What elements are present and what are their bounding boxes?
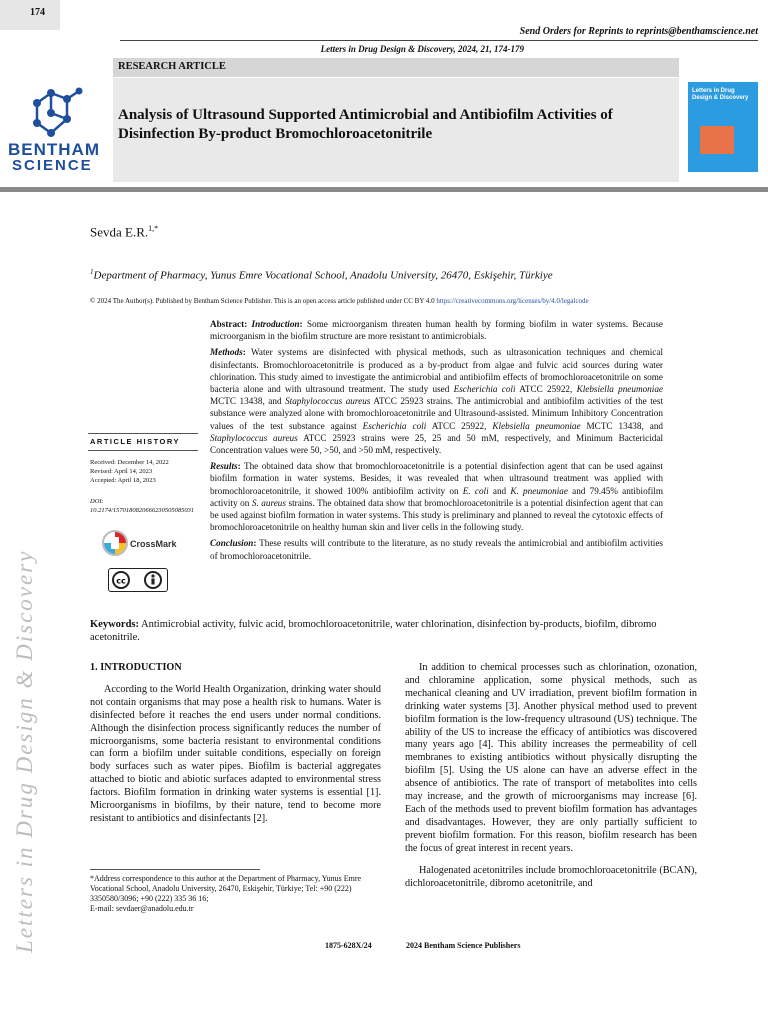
species-kpneu-2: Klebsiella pneumoniae	[492, 420, 581, 431]
affiliation-sup: 1	[90, 268, 94, 276]
species-kpneu-short: K. pneumoniae	[510, 485, 568, 496]
reprints-notice: Send Orders for Reprints to reprints@benthamscience.net	[519, 26, 758, 37]
author-sup: 1,*	[148, 224, 159, 233]
species-saureus: Staphylococcus aureus	[285, 396, 371, 407]
footer-publisher: 2024 Bentham Science Publishers	[406, 941, 521, 950]
article-dates	[90, 458, 169, 485]
keywords	[90, 618, 700, 644]
bentham-logo-icon	[27, 85, 87, 140]
footnote-rule	[90, 869, 260, 870]
author-name: Sevda E.R.	[90, 224, 149, 240]
header-rule	[120, 40, 758, 41]
species-kpneu: Klebsiella pneumoniae	[576, 384, 664, 395]
journal-cover-art	[700, 126, 734, 154]
svg-text:cc: cc	[116, 576, 126, 586]
results-label: Results	[210, 461, 238, 472]
conclusion-text: These results will contribute to the literature, as no study reveals the antimicrobial and antibiofilm activities of bromochloroacetonitrile.	[210, 538, 663, 561]
species-saureus-short: S. aureus	[251, 497, 286, 508]
logo-science-text: SCIENCE	[12, 157, 93, 174]
doi-value[interactable]: 10.2174/1570180820666230505085031	[90, 507, 195, 514]
intro-label: Introduction	[251, 319, 300, 329]
abstract-label: Abstract:	[210, 319, 248, 329]
article-title: Analysis of Ultrasound Supported Antimicrobial and Antibiofilm Activities of Disinfection By-product Bromochloroacetonitrile	[118, 107, 613, 142]
journal-citation: Letters in Drug Design & Discovery, 2024, 21, 174-179	[320, 44, 524, 54]
footnote-address: *Address correspondence to this author at the Department of Pharmacy, Yunus Emre Vocational School, Anadolu University, 26470, Eskişehir, Türkiye; Tel: +90 (222) 3350580/3096; +90 (222) 335 36 16;	[90, 874, 362, 903]
article-history-title: ARTICLE HISTORY	[90, 437, 181, 446]
affiliation	[90, 268, 553, 282]
logo-bentham-text: BENTHAM	[8, 140, 100, 159]
intro-text: Some microorganism threaten human health by forming biofilm in water systems. Because microorganism in the biofilm structure are more resistant to antimicrobials.	[210, 319, 663, 342]
accepted-date: Accepted: April 18, 2023	[90, 477, 156, 484]
results-text-a: The obtained data show that bromochloroacetonitrile is a potential disinfection agent that can be used against biofilm formation in water systems. Besides, it was revealed that when ultrasound treatment was applied with bromochloroacetonitrile, it showed 100% antibiofilm activity on	[210, 461, 663, 496]
received-date: Received: December 14, 2022	[90, 459, 169, 466]
license-line	[90, 297, 589, 305]
footer-issn: 1875-628X/24	[325, 941, 372, 950]
cc-by-badge[interactable]	[108, 568, 168, 592]
abstract	[210, 318, 663, 566]
abstract-results: Results: The obtained data show that bromochloroacetonitrile is a potential disinfection agent that can be used against biofilm formation in water systems. Besides, it was revealed that when ultrasound treatment was applied with bromochloroacetonitrile, it showed 100% antibiofilm activity on E. coli and K. pneumoniae and 79.45% antibiofilm activity on S. aureus strains. The obtained data show that bromochloroacetonitrile is a potential disinfection agent that can be used against biofilm formation in water systems. This study is preliminary and planned to reveal the cytotoxic effects of bromochloroacetonitrile on healthy human skin and liver cells in the following study.	[210, 461, 664, 533]
species-ecoli-2: Escherichia coli	[362, 420, 427, 431]
affiliation-text: Department of Pharmacy, Yunus Emre Vocational School, Anadolu University, 26470, Eskişehir, Türkiye	[93, 269, 553, 282]
license-link[interactable]: https://creativecommons.org/licenses/by/4.0/legalcode	[436, 297, 589, 305]
methods-text-d: ATCC 25923 strains. The antimicrobial and antibiofilm activities of the test substance were analyzed alone with bromochloroacetonitrile and Ultrasound-assisted. Minimum Inhibitory Concentration values of the test substance against	[210, 396, 663, 431]
methods-text-b: ATCC 25922,	[519, 384, 573, 395]
cc-by-icon	[109, 569, 167, 591]
revised-date: Revised: April 14, 2023	[90, 468, 153, 475]
abstract-intro: Abstract: Introduction: Some microorganism threaten human health by forming biofilm in water systems. Because microorganism in the biofilm structure are more resistant to antimicrobials.	[210, 319, 663, 342]
section-heading-introduction: 1. INTRODUCTION	[90, 662, 182, 673]
vertical-journal-title-text: Letters in Drug Design & Discovery	[12, 549, 37, 953]
header-divider	[0, 187, 768, 192]
keywords-label: Keywords:	[90, 619, 139, 630]
crossmark-label[interactable]: CrossMark	[130, 539, 177, 549]
intro-paragraph-2: In addition to chemical processes such as chlorination, ozonation, and chloramine application, some physical methods, such as mechanical cleaning and UV irradiation, prevent biofilm formation in drinking water systems [3]. Another physical method used to prevent biofilm formation is the low-frequency ultrasound (US) technique. The ability of the US to increase the efficacy of antibiotics was discovered many years ago [4]. This ability increases the permeability of cell membranes to existing antibiotics without physically disrupting the biofilm [5]. Using the US alone can have an adverse effect in the absence of antibiotics. The rate of transport of metabolites into cells may increase, and the growth of microorganisms may increase [6]. Each of the methods used to prevent biofilm formation has advantages and disadvantages. However, they are only partially sufficient to prevent biofilm formation. For this reason, biofilm research has been the focus of great interest in recent years.	[405, 662, 697, 854]
article-history-rule-bottom	[88, 450, 198, 451]
results-text-c: and 79.45% antibiofilm activity on	[210, 485, 663, 508]
conclusion-label: Conclusion	[210, 538, 254, 549]
article-history-rule-top	[88, 433, 198, 434]
vertical-journal-title	[10, 365, 40, 955]
methods-text-g: ATCC 25923 strains were 25, 25 and 50 mM, respectively, and Minimum Bactericidal Concentration values were 50, >50, and >50 mM, respectively.	[210, 432, 663, 456]
methods-text-f: MCTC 13438, and	[586, 420, 664, 431]
results-text-b: and	[492, 485, 507, 496]
methods-label: Methods	[210, 347, 243, 358]
crossmark-icon[interactable]	[102, 528, 128, 558]
species-saureus-2: Staphylococcus aureus	[210, 432, 298, 443]
author	[90, 224, 158, 240]
article-type: RESEARCH ARTICLE	[118, 61, 226, 72]
methods-text-a: Water systems are disinfected with physical methods, such as ultrasonication techniques and chemical disinfectants. Bromochloroacetonitrile is produced as a by-product from algae and fulvic acid sources during water chlorination. This study aimed to investigate the antimicrobial and antibiofilm effects of bromochloroacetonitrile on some bacteria alone and with ultrasound treatment. The study used	[210, 347, 663, 395]
methods-text-c: MCTC 13438, and	[210, 396, 282, 407]
journal-cover-title: Letters in Drug Design & Discovery	[692, 88, 749, 101]
intro-paragraph-1: According to the World Health Organization, drinking water should not contain organisms that may pose a health risk to humans. Water is disinfected before it reaches the end users under normal conditions. Although the disinfection process significantly reduces the number of microorganisms, some bacteria resistant to environmental conditions can form a biofilm under suitable conditions, especially on foreign body surfaces such as water pipes. Biofilm is bacterial aggregates attached to biotic and abiotic surfaces adapted to environmental stress factors. Biofilm formation in drinking water systems is essential [1]. Microorganisms in biofilms, by their nature, tend to become more resistant to antibiotics and disinfectants [2].	[90, 683, 381, 824]
keywords-text: Antimicrobial activity, fulvic acid, bromochloroacetonitrile, water chlorination, disinfection by-products, biofilm, dibromo acetonitrile.	[90, 619, 657, 643]
abstract-conclusion: Conclusion: These results will contribute to the literature, as no study reveals the antimicrobial and antibiofilm activities of bromochloroacetonitrile.	[210, 538, 663, 561]
species-ecoli: Escherichia coli	[453, 384, 516, 395]
doi-label: DOI:	[90, 498, 104, 505]
correspondence-footnote	[90, 874, 381, 914]
abstract-methods: Methods: Water systems are disinfected with physical methods, such as ultrasonication techniques and chemical disinfectants. Bromochloroacetonitrile is produced as a by-product from algae and fulvic acid sources during water chlorination. This study aimed to investigate the antimicrobial and antibiofilm effects of bromochloroacetonitrile on some bacteria alone and with ultrasound treatment. The study used Escherichia coli ATCC 25922, Klebsiella pneumoniae MCTC 13438, and Staphylococcus aureus ATCC 25923 strains. The antimicrobial and antibiofilm activities of the test substance were analyzed alone with bromochloroacetonitrile and Ultrasound-assisted. Minimum Inhibitory Concentration values of the test substance against Escherichia coli ATCC 25922, Klebsiella pneumoniae MCTC 13438, and Staphylococcus aureus ATCC 25923 strains were 25, 25 and 50 mM, respectively, and Minimum Bactericidal Concentration values were 50, >50, and >50 mM, respectively.	[210, 347, 664, 456]
doi-block	[90, 497, 205, 515]
species-ecoli-short: E. coli	[462, 485, 489, 496]
body-column-right	[405, 662, 697, 890]
methods-text-e: ATCC 25922,	[431, 420, 487, 431]
results-text-d: strains. The obtained data show that bromochloroacetonitrile is a potential disinfection agent that can be used against biofilm formation in water systems. This study is preliminary and planned to reveal the cytotoxic effects of bromochloroacetonitrile on healthy human skin and liver cells in the following study.	[210, 497, 664, 533]
intro-paragraph-3: Halogenated acetonitriles include bromochloroacetonitrile (BCAN), dichloroacetonitrile, dibromo acetonitrile, and	[405, 864, 697, 889]
body-column-left	[90, 662, 381, 826]
license-text: © 2024 The Author(s). Published by Bentham Science Publisher. This is an open access article published under CC BY 4.0	[90, 297, 435, 305]
page-number: 174	[30, 7, 45, 18]
footnote-email[interactable]: E-mail: sevdaer@anadolu.edu.tr	[90, 904, 194, 913]
